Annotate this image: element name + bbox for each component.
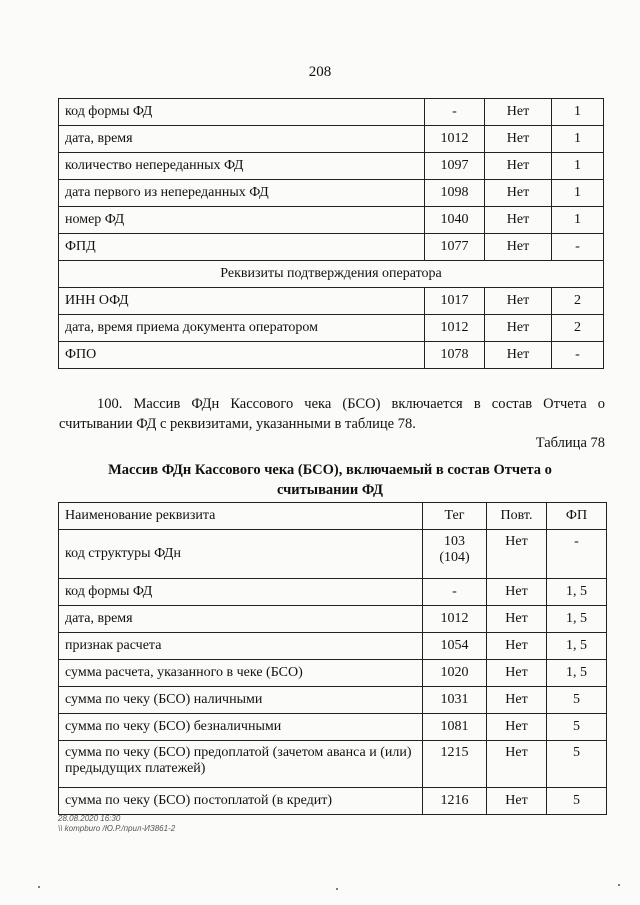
cell-name: сумма расчета, указанного в чеке (БСО) xyxy=(59,660,423,687)
cell-name: сумма по чеку (БСО) безналичными xyxy=(59,714,423,741)
header-tag: Тег xyxy=(423,503,487,530)
cell-repeat: Нет xyxy=(487,714,547,741)
cell-fp: 1 xyxy=(552,99,604,126)
table-row xyxy=(59,342,604,369)
cell-tag: 1077 xyxy=(425,234,485,261)
cell-name: дата, время приема документа оператором xyxy=(59,315,425,342)
cell-repeat: Нет xyxy=(485,288,552,315)
cell-tag: 1215 xyxy=(423,741,487,788)
cell-repeat: Нет xyxy=(487,788,547,815)
cell-repeat: Нет xyxy=(487,606,547,633)
cell-tag xyxy=(423,530,487,579)
cell-fp: 1, 5 xyxy=(547,606,607,633)
table-row xyxy=(59,741,607,788)
cell-tag: 1081 xyxy=(423,714,487,741)
cell-repeat: Нет xyxy=(485,126,552,153)
table-row xyxy=(59,660,607,687)
scan-speck xyxy=(336,888,338,890)
header-name: Наименование реквизита xyxy=(59,503,423,530)
table-row xyxy=(59,788,607,815)
cell-tag: 1012 xyxy=(425,315,485,342)
cell-name: сумма по чеку (БСО) наличными xyxy=(59,687,423,714)
cell-repeat: Нет xyxy=(487,579,547,606)
requisites-table-top xyxy=(58,98,604,369)
cell-name: дата, время xyxy=(59,606,423,633)
cell-name: дата первого из непереданных ФД xyxy=(59,180,425,207)
cell-fp: - xyxy=(547,530,607,579)
cell-fp: 1 xyxy=(552,153,604,180)
cell-fp: 1 xyxy=(552,126,604,153)
cell-repeat: Нет xyxy=(485,342,552,369)
table-row xyxy=(59,687,607,714)
cell-repeat: Нет xyxy=(485,234,552,261)
section-row xyxy=(59,261,604,288)
cell-name: ФПД xyxy=(59,234,425,261)
table-row xyxy=(59,207,604,234)
cell-name: количество непереданных ФД xyxy=(59,153,425,180)
cell-fp: 5 xyxy=(547,687,607,714)
footer-datetime: 28.08.2020 16:30 xyxy=(58,814,121,823)
cell-fp: 1, 5 xyxy=(547,633,607,660)
cell-repeat: Нет xyxy=(487,687,547,714)
table-row xyxy=(59,633,607,660)
cell-repeat: Нет xyxy=(485,207,552,234)
cell-repeat: Нет xyxy=(485,315,552,342)
table-caption: Таблица 78 xyxy=(535,435,605,451)
cell-tag: 1040 xyxy=(425,207,485,234)
cell-tag: 1098 xyxy=(425,180,485,207)
cell-name: код формы ФД xyxy=(59,99,425,126)
cell-fp: 1 xyxy=(552,180,604,207)
cell-name: дата, время xyxy=(59,126,425,153)
table-row xyxy=(59,99,604,126)
cell-name: код формы ФД xyxy=(59,579,423,606)
table-row xyxy=(59,180,604,207)
section-title: Реквизиты подтверждения оператора xyxy=(59,261,604,288)
cell-fp: 5 xyxy=(547,714,607,741)
cell-tag: 1012 xyxy=(425,126,485,153)
cell-name: номер ФД xyxy=(59,207,425,234)
table-row xyxy=(59,530,607,579)
table-title: Массив ФДн Кассового чека (БСО), включаемый в состав Отчета о считывании ФД xyxy=(108,462,552,498)
cell-name: сумма по чеку (БСО) постоплатой (в кредит) xyxy=(59,788,423,815)
cell-repeat: Нет xyxy=(487,741,547,788)
cell-fp: 1, 5 xyxy=(547,579,607,606)
table-row xyxy=(59,126,604,153)
table-row xyxy=(59,234,604,261)
cell-tag: 1216 xyxy=(423,788,487,815)
cell-fp: 1, 5 xyxy=(547,660,607,687)
cell-name: ИНН ОФД xyxy=(59,288,425,315)
cell-repeat: Нет xyxy=(487,530,547,579)
cell-name: код структуры ФДн xyxy=(59,530,423,579)
table-header-row xyxy=(59,503,607,530)
cell-fp: 2 xyxy=(552,288,604,315)
cell-tag: - xyxy=(425,99,485,126)
table-row xyxy=(59,153,604,180)
cell-tag: 1031 xyxy=(423,687,487,714)
paragraph: 100. Массив ФДн Кассового чека (БСО) включается в состав Отчета о считывании ФД с реквизитами, указанными в таблице 78. xyxy=(59,396,605,432)
cell-repeat: Нет xyxy=(485,153,552,180)
cell-fp: - xyxy=(552,342,604,369)
cell-name: сумма по чеку (БСО) предоплатой (зачетом аванса и (или) предыдущих платежей) xyxy=(59,741,423,788)
cell-fp: 2 xyxy=(552,315,604,342)
cell-repeat: Нет xyxy=(485,180,552,207)
cell-name: признак расчета xyxy=(59,633,423,660)
tag-value: 103 xyxy=(444,534,465,549)
footer-path: \\ kompburo /Ю.Р./прил-ИЗ861-2 xyxy=(58,824,176,833)
cell-repeat: Нет xyxy=(487,660,547,687)
header-repeat: Повт. xyxy=(487,503,547,530)
cell-repeat: Нет xyxy=(487,633,547,660)
cell-tag: 1017 xyxy=(425,288,485,315)
cell-fp: 5 xyxy=(547,788,607,815)
table-row xyxy=(59,714,607,741)
table-row xyxy=(59,288,604,315)
cell-fp: 5 xyxy=(547,741,607,788)
table-row xyxy=(59,606,607,633)
cell-tag: - xyxy=(423,579,487,606)
header-fp: ФП xyxy=(547,503,607,530)
page-number: 208 xyxy=(308,64,332,80)
footer-stamp xyxy=(58,814,175,834)
cell-repeat: Нет xyxy=(485,99,552,126)
cell-tag: 1020 xyxy=(423,660,487,687)
cell-tag: 1097 xyxy=(425,153,485,180)
scan-speck xyxy=(38,886,40,888)
cell-fp: 1 xyxy=(552,207,604,234)
requisites-table-78 xyxy=(58,502,607,815)
table-row xyxy=(59,579,607,606)
table-row xyxy=(59,315,604,342)
tag-alt-value: (104) xyxy=(439,550,470,565)
cell-fp: - xyxy=(552,234,604,261)
scan-speck xyxy=(618,884,620,886)
cell-tag: 1054 xyxy=(423,633,487,660)
cell-tag: 1012 xyxy=(423,606,487,633)
cell-tag: 1078 xyxy=(425,342,485,369)
cell-name: ФПО xyxy=(59,342,425,369)
